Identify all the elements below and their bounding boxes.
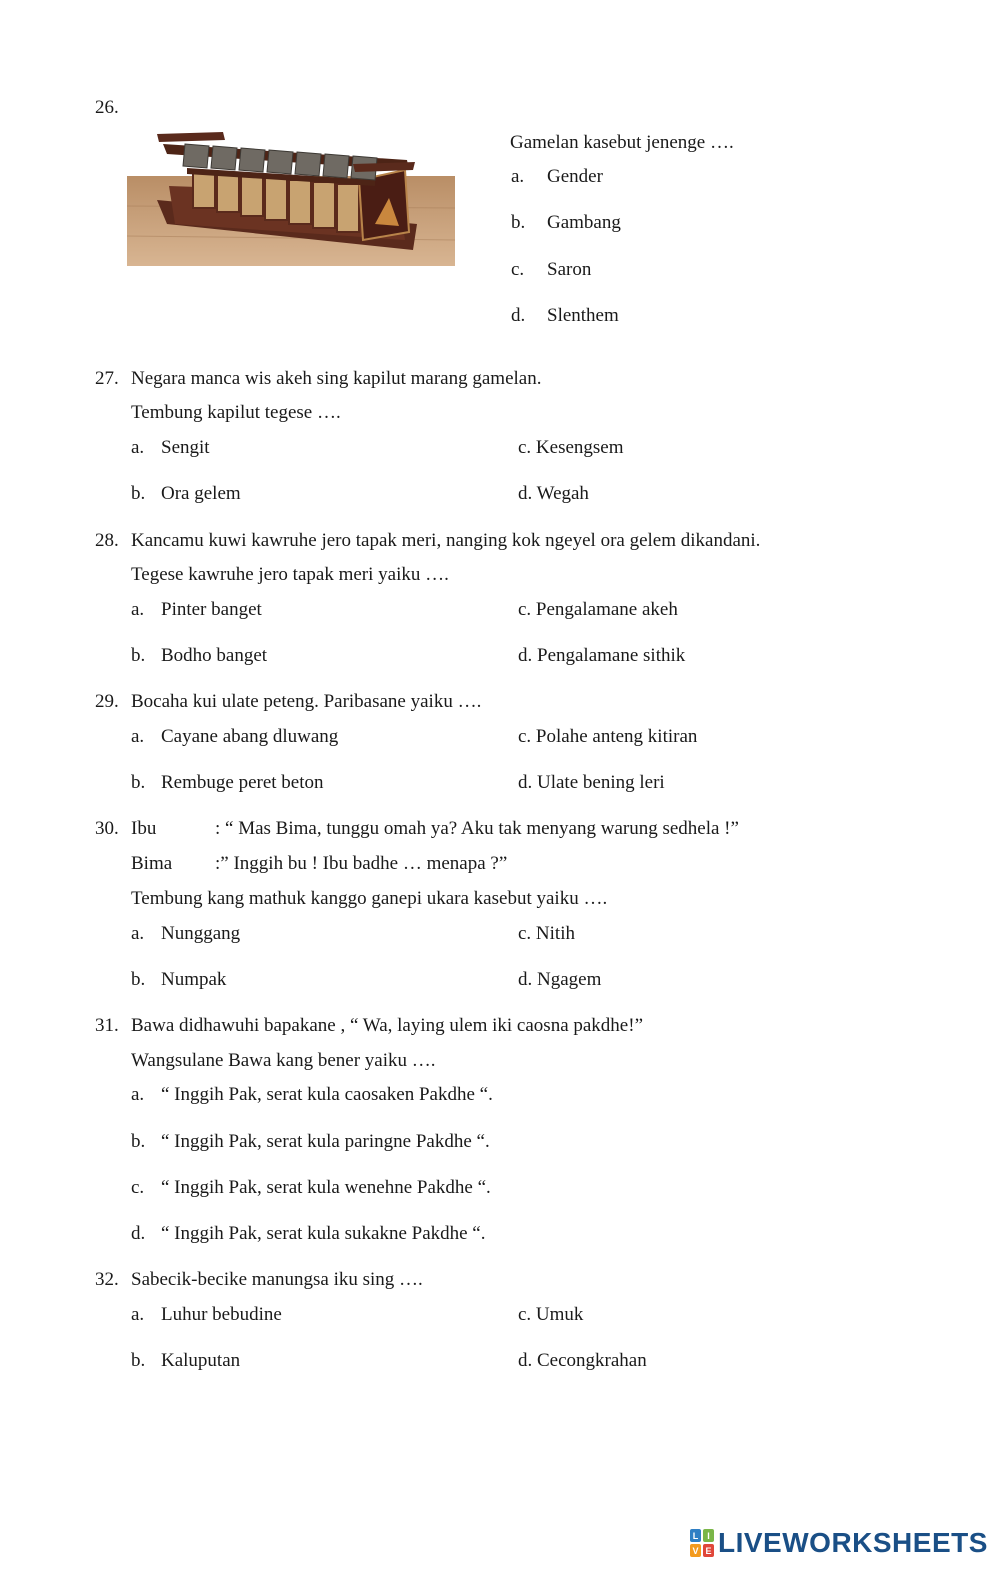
logo-tile-e: E — [703, 1544, 714, 1557]
question-31-number: 31. — [95, 1015, 119, 1036]
logo-tiles-icon — [690, 1529, 714, 1557]
q26-option-b[interactable]: Gambang — [547, 212, 621, 233]
question-32-text: Sabecik-becike manungsa iku sing …. — [131, 1269, 423, 1290]
q29-option-a-letter: a. — [131, 726, 145, 747]
q32-option-a[interactable]: Luhur bebudine — [161, 1304, 282, 1325]
gamelan-icon — [127, 128, 455, 266]
q31-option-d-letter: d. — [131, 1223, 146, 1244]
q29-option-a[interactable]: Cayane abang dluwang — [161, 726, 339, 747]
question-32-number: 32. — [95, 1269, 119, 1290]
question-26-prompt: Gamelan kasebut jenenge …. — [510, 132, 734, 153]
question-31-text: Bawa didhawuhi bapakane , “ Wa, laying ulem iki caosna pakdhe!” — [131, 1015, 643, 1036]
q30-option-b[interactable]: Numpak — [161, 969, 227, 990]
question-26-number: 26. — [95, 97, 119, 118]
q29-option-c[interactable]: c. Polahe anteng kitiran — [518, 726, 698, 747]
q28-option-d[interactable]: d. Pengalamane sithik — [518, 645, 686, 666]
question-27-number: 27. — [95, 368, 119, 389]
q28-option-b[interactable]: Bodho banget — [161, 645, 268, 666]
q31-option-b-letter: b. — [131, 1131, 146, 1152]
q30-option-c[interactable]: c. Nitih — [518, 923, 575, 944]
gamelan-photo — [127, 128, 455, 266]
q26-option-d[interactable]: Slenthem — [547, 305, 619, 326]
q31-option-a[interactable]: “ Inggih Pak, serat kula caosaken Pakdhe “. — [161, 1084, 493, 1105]
q27-option-a[interactable]: Sengit — [161, 437, 210, 458]
q32-option-b[interactable]: Kaluputan — [161, 1350, 241, 1371]
q26-option-a-letter: a. — [511, 166, 525, 187]
liveworksheets-logo[interactable] — [690, 1527, 988, 1559]
q30-speaker-bima: Bima — [131, 853, 173, 874]
q29-option-b[interactable]: Rembuge peret beton — [161, 772, 324, 793]
q26-option-c-letter: c. — [511, 259, 525, 280]
q26-option-a[interactable]: Gender — [547, 166, 603, 187]
q28-option-c[interactable]: c. Pengalamane akeh — [518, 599, 678, 620]
q30-option-b-letter: b. — [131, 969, 146, 990]
q30-option-a[interactable]: Nunggang — [161, 923, 241, 944]
q27-option-c[interactable]: c. Kesengsem — [518, 437, 624, 458]
q31-option-b[interactable]: “ Inggih Pak, serat kula paringne Pakdhe “. — [161, 1131, 490, 1152]
q28-option-a-letter: a. — [131, 599, 145, 620]
q28-option-b-letter: b. — [131, 645, 146, 666]
q28-option-a[interactable]: Pinter banget — [161, 599, 262, 620]
q30-speaker-ibu: Ibu — [131, 818, 157, 839]
question-30-prompt: Tembung kang mathuk kanggo ganepi ukara kasebut yaiku …. — [131, 888, 608, 909]
q29-option-b-letter: b. — [131, 772, 146, 793]
question-27-prompt: Tembung kapilut tegese …. — [131, 402, 341, 423]
question-29-text: Bocaha kui ulate peteng. Paribasane yaiku …. — [131, 691, 482, 712]
logo-tile-l: L — [690, 1529, 701, 1542]
q27-option-b-letter: b. — [131, 483, 146, 504]
q26-option-b-letter: b. — [511, 212, 526, 233]
q27-option-b[interactable]: Ora gelem — [161, 483, 241, 504]
logo-tile-i: I — [703, 1529, 714, 1542]
logo-tile-v: V — [690, 1544, 701, 1557]
q27-option-a-letter: a. — [131, 437, 145, 458]
question-29-number: 29. — [95, 691, 119, 712]
q32-option-d[interactable]: d. Cecongkrahan — [518, 1350, 647, 1371]
question-28-prompt: Tegese kawruhe jero tapak meri yaiku …. — [131, 564, 449, 585]
q29-option-d[interactable]: d. Ulate bening leri — [518, 772, 665, 793]
q27-option-d[interactable]: d. Wegah — [518, 483, 589, 504]
question-28-text: Kancamu kuwi kawruhe jero tapak meri, nanging kok ngeyel ora gelem dikandani. — [131, 530, 761, 551]
q31-option-d[interactable]: “ Inggih Pak, serat kula sukakne Pakdhe “. — [161, 1223, 486, 1244]
q32-option-c[interactable]: c. Umuk — [518, 1304, 584, 1325]
q30-dialogue-bima: :” Inggih bu ! Ibu badhe … menapa ?” — [215, 853, 508, 874]
question-31-prompt: Wangsulane Bawa kang bener yaiku …. — [131, 1050, 436, 1071]
q26-option-c[interactable]: Saron — [547, 259, 592, 280]
q31-option-c-letter: c. — [131, 1177, 145, 1198]
logo-text: LIVEWORKSHEETS — [718, 1527, 988, 1558]
question-30-number: 30. — [95, 818, 119, 839]
q30-option-d[interactable]: d. Ngagem — [518, 969, 602, 990]
q31-option-a-letter: a. — [131, 1084, 145, 1105]
q30-dialogue-ibu: : “ Mas Bima, tunggu omah ya? Aku tak menyang warung sedhela !” — [215, 818, 739, 839]
question-28-number: 28. — [95, 530, 119, 551]
q31-option-c[interactable]: “ Inggih Pak, serat kula wenehne Pakdhe “. — [161, 1177, 491, 1198]
q30-option-a-letter: a. — [131, 923, 145, 944]
question-27-text: Negara manca wis akeh sing kapilut marang gamelan. — [131, 368, 542, 389]
q32-option-b-letter: b. — [131, 1350, 146, 1371]
q32-option-a-letter: a. — [131, 1304, 145, 1325]
q26-option-d-letter: d. — [511, 305, 526, 326]
